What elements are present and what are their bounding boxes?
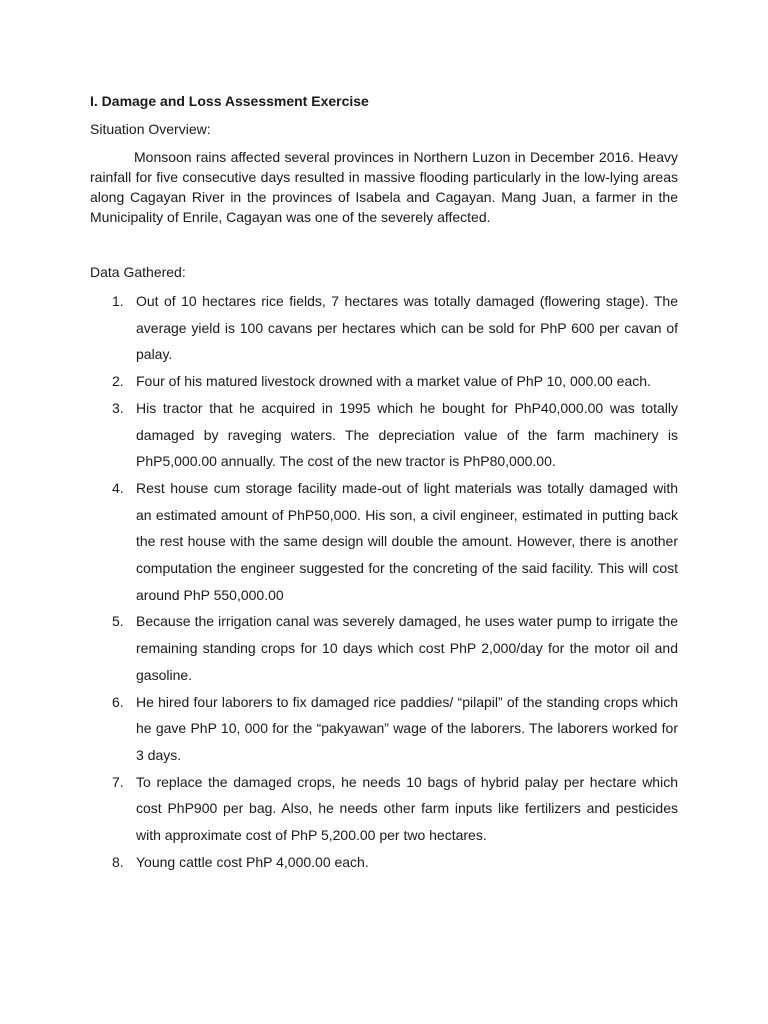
list-item-text: Out of 10 hectares rice fields, 7 hectares was totally damaged (flowering stage). The average yield is 100 cavans per hectares which can be sold for PhP 600 per cavan of palay. bbox=[136, 293, 678, 363]
list-item-text: He hired four laborers to fix damaged rice paddies/ “pilapil” of the standing crops which he gave PhP 10, 000 for the “pakyawan” wage of the laborers. The laborers worked for 3 days. bbox=[136, 693, 678, 763]
list-item-text: Four of his matured livestock drowned with a market value of PhP 10, 000.00 each. bbox=[136, 373, 651, 390]
list-item-text: Because the irrigation canal was severely damaged, he uses water pump to irrigate the remaining standing crops for 10 days which cost PhP 2,000/day for the motor oil and gasoline. bbox=[136, 613, 678, 683]
document-title: I. Damage and Loss Assessment Exercise bbox=[90, 93, 369, 109]
data-list bbox=[90, 288, 678, 875]
list-item-text: Rest house cum storage facility made-out of light materials was totally damaged with an estimated amount of PhP50,000. His son, a civil engineer, estimated in putting back the rest house with the same design will double the amount. However, there is another computation the engineer suggested for the concreting of the said facility. This will cost around PhP 550,000.00 bbox=[136, 479, 678, 603]
list-item-text: To replace the damaged crops, he needs 10 bags of hybrid palay per hectare which cost PhP900 per bag. Also, he needs other farm inputs like fertilizers and pesticides with approximate cost of PhP 5,200.00 per two hectares. bbox=[136, 773, 678, 844]
list-item bbox=[90, 689, 678, 769]
list-item bbox=[90, 475, 678, 609]
list-item bbox=[90, 288, 678, 368]
list-item-number: 2. bbox=[112, 373, 124, 390]
list-item-number: 5. bbox=[112, 613, 124, 630]
list-item-number: 7. bbox=[112, 773, 124, 790]
list-item-number: 1. bbox=[112, 293, 124, 309]
situation-paragraph: Monsoon rains affected several provinces in Northern Luzon in December 2016. Heavy rainfall for five consecutive days resulted in massive flooding particularly in the low-lying areas along Cagayan River in the provinces of Isabela and Cagayan. Mang Juan, a farmer in the Municipality of Enrile, Cagayan was one of the severely affected. bbox=[90, 149, 678, 225]
list-item bbox=[90, 395, 678, 475]
list-item-number: 4. bbox=[112, 479, 124, 496]
list-item-number: 8. bbox=[112, 853, 124, 870]
list-item-text: Young cattle cost PhP 4,000.00 each. bbox=[136, 853, 369, 870]
list-item bbox=[90, 368, 678, 395]
list-item-number: 6. bbox=[112, 693, 124, 710]
list-item bbox=[90, 849, 678, 876]
data-gathered-heading: Data Gathered: bbox=[90, 264, 186, 280]
list-item-number: 3. bbox=[112, 399, 124, 416]
document-page bbox=[90, 90, 678, 875]
list-item bbox=[90, 769, 678, 849]
list-item bbox=[90, 608, 678, 688]
situation-heading: Situation Overview: bbox=[90, 121, 211, 137]
list-item-text: His tractor that he acquired in 1995 which he bought for PhP40,000.00 was totally damaged by raveging waters. The depreciation value of the farm machinery is PhP5,000.00 annually. The cost of the new tractor is PhP80,000.00. bbox=[136, 399, 678, 470]
